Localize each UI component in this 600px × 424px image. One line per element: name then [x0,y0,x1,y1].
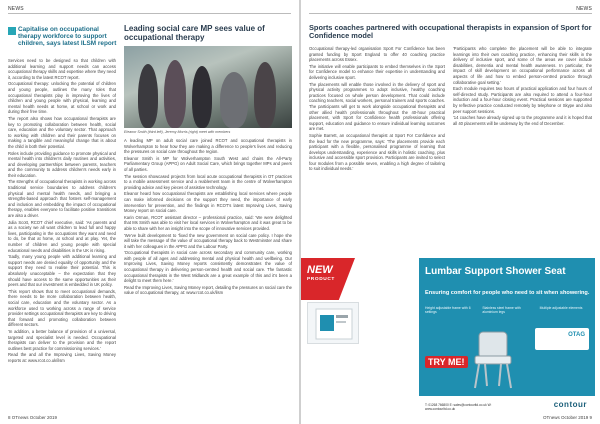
story-marker-icon [8,27,16,35]
advert-features [425,306,593,322]
section-rule [309,13,592,14]
group-photo [124,46,292,128]
lumbar-seat-advert[interactable] [419,258,595,414]
paragraph: Julia Scott, RCOT chief executive, said: 'As parents and as a society we all want children to lead full and happy lives, participating in the occupations they want and need to do, be that at home, at school and at play. Yet, the number of children and young people with special educational needs and disabilities in the UK is rising. [8,219,116,253]
paragraph: Eleanor Smith is MP for Wolverhampton South West and chairs the All-Party Parliamentary Group (APPG) on Adult Social Care, which brings together MPs and peers of all parties. [124,155,292,172]
second-story-headline: Leading social care MP sees value of occupational therapy [124,24,265,42]
try-me-button[interactable]: TRY ME! [425,356,468,368]
otag-label: OTAG [568,332,585,338]
section-rule [8,13,291,14]
product-badge-label: PRODUCT [307,277,335,282]
paragraph: Each module requires two hours of practical application and four hours of self-directed study. Participants are also required to attend a four-hour induction and a four-hour closing event. Practical sessions are supported by reflective practice conducted remotely by telephone or Skype and also peer support sessions. [453,86,592,114]
person-figure [164,60,186,128]
left-page [0,0,299,424]
paragraph: The placements will enable those involved in the delivery of sport and physical activity programmes to adopt inclusive, healthy coaching practices focused on whole person development. That could include coaching teachers, social workers, personal trainers and sports coaches. The participants will get to work alongside occupational therapists and other allied health professionals throughout the 40-hour practical placement, with Sport for Confidence health professionals offering support, education and guidance to ensure individual learning outcomes are met. [309,81,445,132]
right-story-body-col2 [453,46,592,254]
paragraph: The session showcased projects from local acute occupational therapists in OT practices to a mobile assessment service and a reablement team in the centre of Wolverhampton providing advice and key pieces of assistive technology. [124,173,292,190]
paragraph: Read the Improving Lives, Saving Money report, detailing the pressures on social care the value of occupational therapy, at: www.rcot.co.uk/ilsm [124,284,292,296]
product-box-image [307,302,359,344]
paragraph: 'Participants who complete the placement will be able to integrate learnings into their own coaching practice, enhancing their skills in the delivery of inclusive sport, and some of the areas we cover include disabilities, dementia and mental health awareness. In particular, the impact of skill development on occupational performance across all aspects of life and how to embed person-centred practice through collaborative goal setting.' [453,46,592,85]
paragraph: 'Sadly, many young people with additional learning and support needs are denied equality of opportunity and the support they need to realise their potential. This is absolutely unacceptable – the expectation that they should have access to the same opportunities as their peers and that our investment is embedded in UK policy. [8,254,116,288]
section-label: NEWS [8,6,24,12]
person-figure [192,66,212,128]
paragraph: Occupational therapy: unlocking the potential of children and young people, outlines the many roles that occupational therapists play in improving the lives of children and young people with physical, learning and mental health needs at home, at school or work and during their free time. [8,81,116,115]
person-figure [138,64,158,128]
feature-item: Height adjustable frame with 6 settings [425,306,471,314]
page-folio: OTnews October 2019 9 [542,415,592,420]
feature-item: Stainless steel frame with aluminium legs [482,306,521,314]
paragraph: 'This report shows that to meet occupational demands, there needs to be more collaboration between health, social care, education and the voluntary sector. As a workforce used to working across a range of service provider settings occupational therapists are key to driving that forward and promoting collaboration between different sectors. [8,288,116,328]
paragraph: Roles include providing guidance to promote physical and mental health into children's daily routines and activities, and developing partnerships between parents, teachers and the community to address children's needs early in their education. [8,150,116,178]
shower-seat-icon [465,326,529,390]
contour-logo: contour [553,400,587,409]
feature-item: Multiple adjustable elements [539,306,583,310]
paragraph: '14 coaches have already signed up to the programme and it is hoped that all 40 placements will be underway by the end of December. [453,115,592,126]
second-story-body [124,138,292,410]
right-story-headline: Sports coaches partnered with occupational therapists in expansion of Sport for Confidence model [309,24,592,41]
main-story-body [8,58,116,410]
paragraph: Read the and all the Improving Lives, Saving Money reports at: www.rcot.co.uk/ilsm [8,352,116,363]
main-story-headline: Capitalise on occupational therapy workforce to support children, says latest ILSM report [18,26,117,48]
photo-caption: Eleanor Smith (third left), Jeremy Morris (right) meet with members [124,130,231,134]
paragraph: 'In addition, a better balance of provision of a universal, targeted and specialist level is needed. Occupational therapists can deliver to the provision and the report outlines best practice for commissioning services.' [8,328,116,351]
paragraph: Eleanor heard how occupational therapists are establishing local services where people can make informed decisions on the support they need, the importance of early intervention for prevention, and the findings in RCOT's latest Improving Lives, Saving Money report on social care. [124,191,292,214]
person-figure [220,72,248,128]
right-story-body-col1 [309,46,445,254]
paragraph: The strengths of occupational therapists in working across traditional service boundaries to address children's physical and mental health needs, and bringing a strengths-based approach that fosters self-management and inclusion and embedding the impact of occupational therapy, enables everyone to facilitate positive transitions are also a driver. [8,179,116,219]
advert-title: Lumbar Support Shower Seat [425,266,566,277]
section-label: NEWS [576,6,592,12]
advert-subtitle: Ensuring comfort for people who need to sit when showering. [425,290,590,296]
paragraph: Services need to be designed so that children with additional learning and support needs can access occupational therapy skills and expertise where they need it, according to the latest RCOT report. [8,58,116,80]
paragraph: Karin Orman, RCOT assistant director – professional practice, said: 'We were delighted that Ms Smith was able to visit her local services in Wolverhampton and it was great to be able to share with her an insight into the scope of innovative services provided. [124,214,292,231]
person-figure [254,62,276,128]
paragraph: The initiative will enable participants to embed themselves in the Sport for Confidence model to enhance their expertise in understanding and delivering inclusive sport. [309,63,445,80]
advert-contact: T: 01268 766800 E: sales@contourltd.co.uk W: www.contourltd.co.uk [425,403,492,412]
paragraph: A leading MP on adult social care joined RCOT and occupational therapists in Wolverhampton to hear how they are making a difference to people's lives and reducing the pressures on social care throughout the region. [124,138,292,155]
paragraph: Sophie Barrett, an occupational therapist at Sport For Confidence and the lead for the new programme, says: 'The placements provide each participant with a flexible, personalised programme of learning that develops understanding, experience and skills in holistic coaching, plus inclusive and accessible sport provision. Participants are invited to select four modules from a possible seven, enabling a high degree of tailoring to suit individual needs.' [309,132,445,172]
paragraph: Occupational therapy-led organisation Sport For Confidence has been granted funding by Sport England to offer 40 coaching practice placements across Essex. [309,46,445,63]
paragraph: 'We've built development to 'fixed the new government on social care policy. I hope she will take the message of the value of occupational therapy back to Westminster and share it with her colleagues in the APPG and the Labour Party. [124,232,292,249]
new-badge-label: NEW [307,264,333,276]
paragraph: 'Occupational therapists in social care across secondary and community care, working with people of all ages and addressing mental and physical health and wellbeing. Our Improving Lives, Saving Money reports consistently demonstrates the value of occupational therapy in delivering person-centred health and social care. The fantastic occupational therapists in the West Midlands are a great example of this and it's been a delight to meet them here.' [124,250,292,284]
page-folio: 8 OTnews October 2019 [8,415,58,420]
right-page [301,0,600,424]
paragraph: The report also shows how occupational therapists are key to promoting collaboration between health, social care, education and the voluntary sector. That approach to working with children and their parents focuses on making a tangible and meaningful change that is about the child in both their potential. [8,115,116,149]
